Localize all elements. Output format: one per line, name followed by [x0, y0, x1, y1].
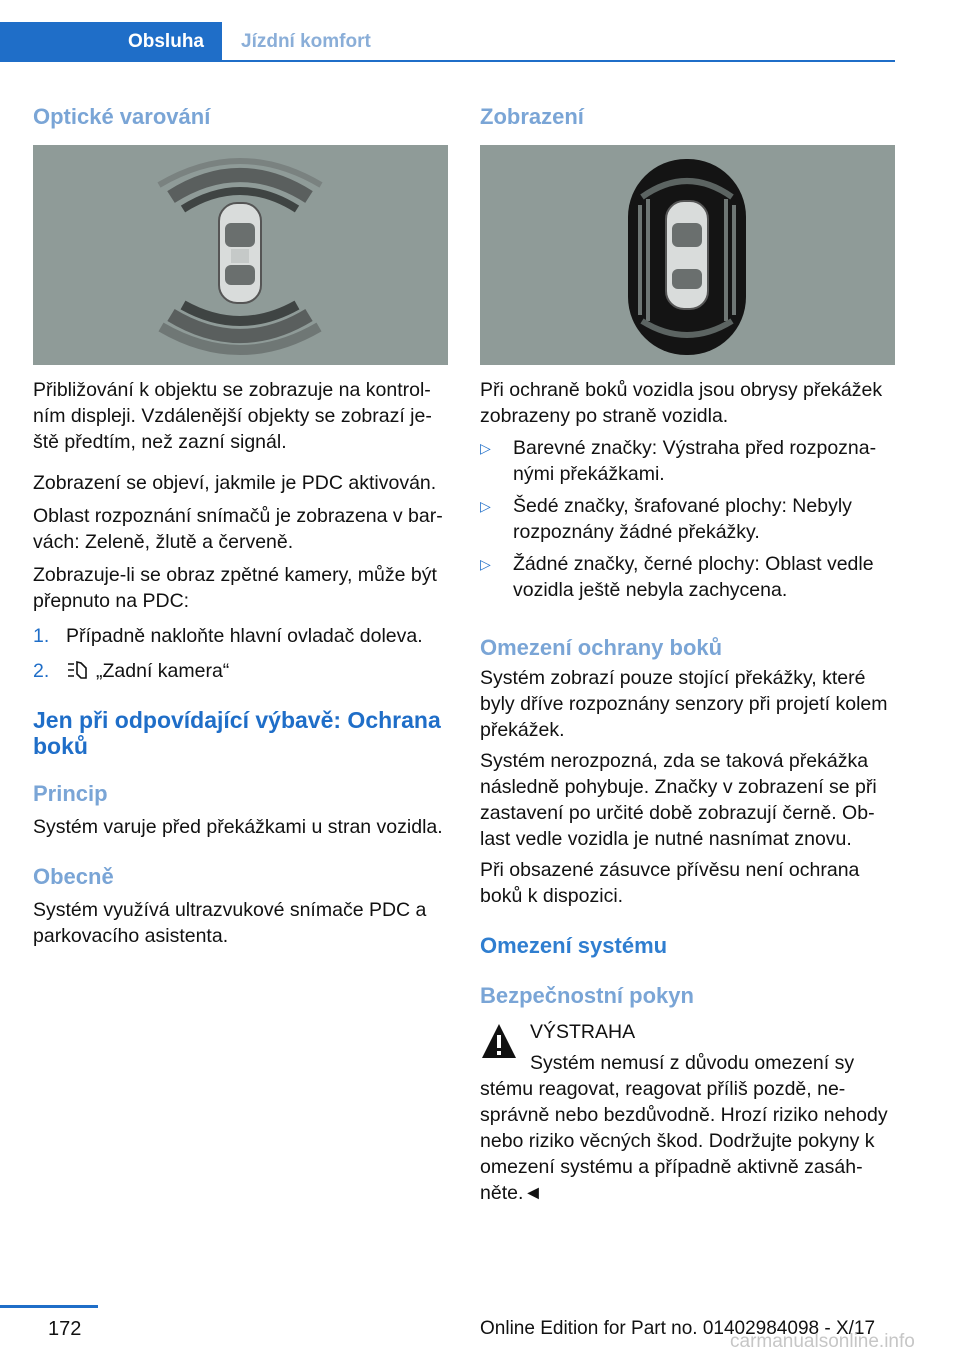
triangle-bullet-icon: ▷	[480, 498, 491, 514]
bullet-text: Barevné značky: Výstraha před rozpoznanými překážkami.	[513, 437, 877, 485]
bullet-text: Šedé značky, šrafované plochy: Nebyly rozpoznány žádné překážky.	[513, 495, 852, 543]
header-divider	[222, 60, 895, 62]
pdc-display-illustration	[33, 145, 448, 365]
step-number: 1.	[33, 625, 50, 647]
paragraph-ochrana-boku: Při ochraně boků vozidla jsou obrysy překážek zobrazeny po straně vozidla.	[480, 379, 883, 427]
warning-text-first: Systém nemusí z důvodu omezení sy	[530, 1052, 855, 1074]
heading-zobrazeni: Zobrazení	[480, 104, 584, 129]
heading-princip: Princip	[33, 781, 108, 806]
list-item	[480, 551, 895, 603]
watermark: carmanualsonline.info	[730, 1331, 915, 1352]
page-number: 172	[48, 1318, 82, 1340]
heading-omezeni-ochrany-boku: Omezení ochrany boků	[480, 635, 723, 660]
steps-list	[33, 623, 448, 684]
paragraph-obecne: Systém využívá ultrazvukové snímače PDC a parkovacího asistenta.	[33, 899, 427, 947]
step-number: 2.	[33, 660, 50, 682]
paragraph-omezeni-2: Systém nerozpozná, zda se taková překážka následně pohybuje. Značky v zobrazení se při zastavení po určité době zobrazují černě. Oblast vedle vozidla je nutné nasnímat znovu.	[480, 750, 877, 850]
paragraph-omezeni-1: Systém zobrazí pouze stojící překážky, které byly dříve rozpoznány senzory při projetí kolem překážek.	[480, 667, 888, 741]
list-item	[480, 493, 895, 545]
warning-title: VÝSTRAHA	[530, 1021, 636, 1043]
warning-icon	[480, 1021, 518, 1066]
step-text: „Zadní kamera“	[96, 660, 230, 682]
footer-divider	[0, 1305, 98, 1308]
step-text: Případně nakloňte hlavní ovladač doleva.	[66, 625, 423, 647]
tab-jizdni-komfort[interactable]: Jízdní komfort	[241, 31, 371, 52]
paragraph-omezeni-3: Při obsazené zásuvce přívěsu není ochrana boků k dispozici.	[480, 859, 860, 907]
heading-opticke-varovani: Optické varování	[33, 104, 211, 129]
list-item	[33, 658, 448, 684]
bullet-text: Žádné značky, černé plochy: Oblast vedle vozidla ještě nebyla zachycena.	[513, 553, 874, 601]
triangle-bullet-icon: ▷	[480, 440, 491, 456]
list-item	[33, 623, 448, 649]
footer-edition: Online Edition for Part no. 01402984098 - X/17	[480, 1318, 876, 1339]
heading-obecne: Obecně	[33, 864, 114, 889]
warning-text: stému reagovat, reagovat příliš pozdě, nesprávně nebo bezdůvodně. Hrozí riziko nehody nebo riziko věcných škod. Dodržujte pokyny k omezení systému a případně aktivně zasáhněte.◄	[480, 1078, 888, 1204]
paragraph-zobrazeni-aktivace: Zobrazení se objeví, jakmile je PDC aktivován.	[33, 472, 437, 494]
side-protection-car-icon	[480, 145, 895, 365]
paragraph-princip: Systém varuje před překážkami u stran vozidla.	[33, 816, 443, 838]
paragraph-priblizovani: Přibližování k objektu se zobrazuje na kontrolním displeji. Vzdálenější objekty se zobrazí ještě předtím, než zazní signál.	[33, 379, 432, 453]
bullet-list	[480, 435, 895, 603]
heading-ochrana-boku: Jen při odpovídající výbavě: Ochrana boků	[33, 707, 441, 759]
paragraph-zpetna-kamera: Zobrazuje-li se obraz zpětné kamery, může být přepnuto na PDC:	[33, 564, 437, 612]
triangle-bullet-icon: ▷	[480, 556, 491, 572]
side-protection-illustration	[480, 145, 895, 365]
heading-bezpecnostni-pokyn: Bezpečnostní pokyn	[480, 983, 694, 1008]
list-item	[480, 435, 895, 487]
paragraph-oblast-rozpoznani: Oblast rozpoznání snímačů je zobrazena v barvách: Zeleně, žlutě a červeně.	[33, 505, 443, 553]
camera-icon	[66, 658, 96, 684]
heading-omezeni-systemu: Omezení systému	[480, 933, 668, 958]
pdc-car-icon	[33, 145, 448, 365]
tab-obsluha[interactable]: Obsluha	[0, 22, 222, 62]
